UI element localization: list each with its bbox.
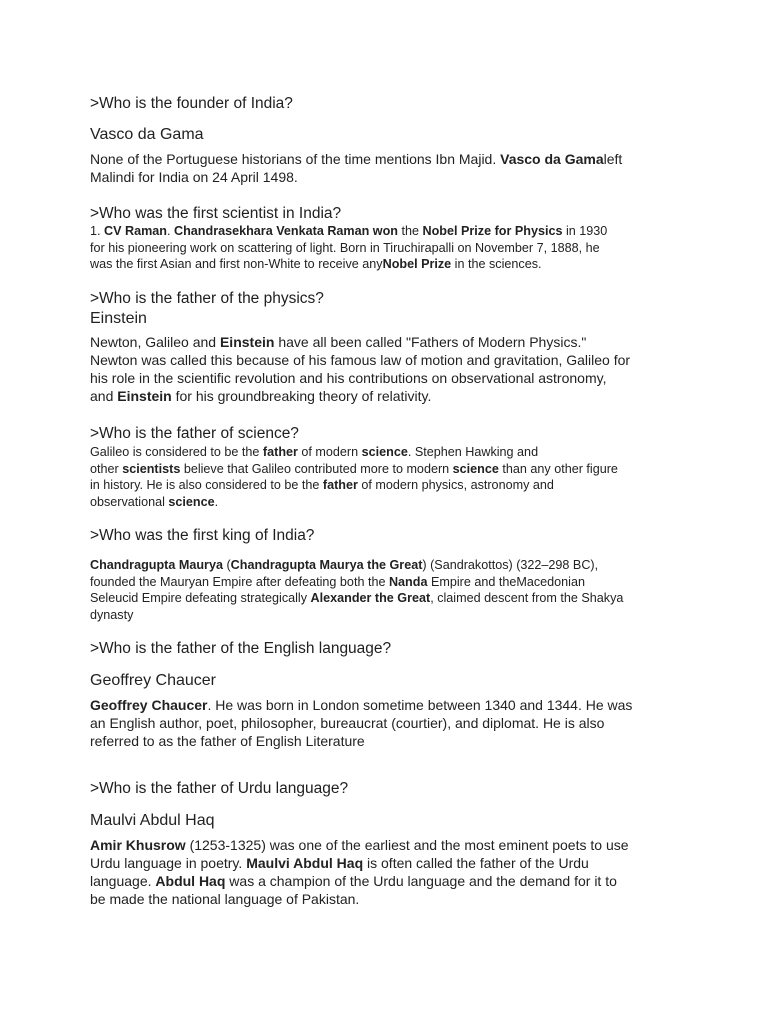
question-first-scientist: >Who was the first scientist in India? xyxy=(90,205,342,222)
paragraph-line: Urdu language in poetry. Maulvi Abdul Haq is often called the father of the Urdu xyxy=(90,855,589,871)
paragraph-line: other scientists believe that Galileo contributed more to modern science than any other figure xyxy=(90,461,618,476)
answer-father-of-english: Geoffrey Chaucer xyxy=(90,672,216,689)
paragraph-first-king xyxy=(90,557,680,623)
paragraph-line: Seleucid Empire defeating strategically Alexander the Great, claimed descent from the Shakya xyxy=(90,591,624,605)
paragraph-line: in history. He is also considered to be the father of modern physics, astronomy and xyxy=(90,478,554,492)
paragraph-line: Chandragupta Maurya (Chandragupta Maurya the Great) (Sandrakottos) (322–298 BC), xyxy=(90,558,599,572)
paragraph-line: observational science. xyxy=(90,494,219,509)
paragraph-line: be made the national language of Pakistan. xyxy=(90,891,360,907)
paragraph-line: his role in the scientific revolution and his contributions on observational astronomy, xyxy=(90,370,607,386)
paragraph-line: Malindi for India on 24 April 1498. xyxy=(90,169,298,185)
paragraph-line: None of the Portuguese historians of the time mentions Ibn Majid. Vasco da Gamaleft xyxy=(90,151,623,167)
paragraph-father-of-english xyxy=(90,696,690,750)
paragraph-line: referred to as the father of English Literature xyxy=(90,733,365,749)
paragraph-first-scientist xyxy=(90,223,680,273)
question-first-king: >Who was the first king of India? xyxy=(90,527,315,544)
paragraph-line: Newton was called this because of his famous law of motion and gravitation, Galileo for xyxy=(90,352,631,368)
paragraph-line: an English author, poet, philosopher, bureaucrat (courtier), and diplomat. He is also xyxy=(90,715,605,731)
answer-father-of-urdu: Maulvi Abdul Haq xyxy=(90,812,215,829)
question-father-of-english: >Who is the father of the English language? xyxy=(90,640,392,657)
question-father-of-science: >Who is the father of science? xyxy=(90,425,299,442)
question-founder-of-india: >Who is the founder of India? xyxy=(90,95,293,112)
paragraph-line: founded the Mauryan Empire after defeating both the Nanda Empire and theMacedonian xyxy=(90,574,585,589)
paragraph-line: for his pioneering work on scattering of light. Born in Tiruchirapalli on November 7, 1888, he xyxy=(90,240,600,255)
paragraph-line: Newton, Galileo and Einstein have all been called "Fathers of Modern Physics." xyxy=(90,334,587,350)
paragraph-line: Amir Khusrow (1253-1325) was one of the earliest and the most eminent poets to use xyxy=(90,837,629,853)
paragraph-line: dynasty xyxy=(90,607,134,622)
paragraph-line: and Einstein for his groundbreaking theory of relativity. xyxy=(90,388,432,404)
paragraph-line: Galileo is considered to be the father of modern science. Stephen Hawking and xyxy=(90,445,539,459)
paragraph-line: Geoffrey Chaucer. He was born in London sometime between 1340 and 1344. He was xyxy=(90,697,633,713)
paragraph-line: language. Abdul Haq was a champion of the Urdu language and the demand for it to xyxy=(90,873,617,889)
question-father-of-urdu: >Who is the father of Urdu language? xyxy=(90,780,349,797)
answer-founder-of-india: Vasco da Gama xyxy=(90,126,204,143)
paragraph-father-of-science xyxy=(90,444,680,510)
answer-father-of-physics: Einstein xyxy=(90,310,147,327)
paragraph-founder-of-india xyxy=(90,150,690,186)
paragraph-line: was the first Asian and first non-White to receive anyNobel Prize in the sciences. xyxy=(90,257,542,271)
question-father-of-physics: >Who is the father of the physics? xyxy=(90,290,324,307)
paragraph-line: 1. CV Raman. Chandrasekhara Venkata Raman won the Nobel Prize for Physics in 1930 xyxy=(90,224,608,238)
paragraph-father-of-urdu xyxy=(90,836,690,908)
paragraph-father-of-physics xyxy=(90,333,690,405)
